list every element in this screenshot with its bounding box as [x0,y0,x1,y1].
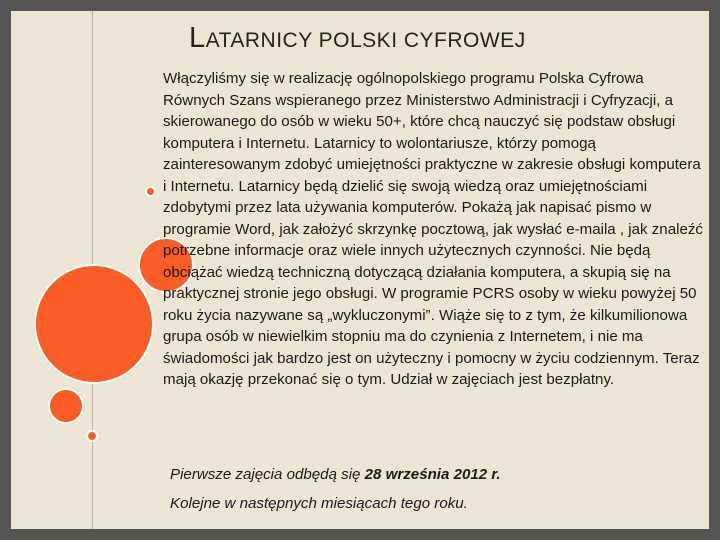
first-session-prefix: Pierwsze zajęcia odbędą się [170,466,365,483]
decorative-circle-large [34,264,154,384]
first-session-date: 28 września 2012 r. [364,466,501,483]
decorative-circle-small [48,388,84,424]
body-paragraph: Włączyliśmy się w realizację ogólnopolskiego programu Polska Cyfrowa Równych Szans wspieranego przez Ministerstwo Administracji i Cyfryzacji, a skierowanego do osób w wieku 50+, które chcą nauczyć się podstaw obsługi komputera i Internetu. Latarnicy to wolontariusze, którzy pomogą zainteresowanym zdobyć umiejętności praktyczne w zakresie obsługi komputera i Internetu. Latarnicy będą dzielić się swoją wiedzą oraz umiejętnościami zdobytymi przez lata używania komputerów. Pokażą jak napisać pismo w programie Word, jak założyć skrzynkę pocztową, jak wysłać e-maila , jak znaleźć potrzebne informacje oraz wiele innych użytecznych czynności. Nie będą obciążać wiedzą techniczną dotyczącą działania komputera, a skupią się na praktycznej stronie jego obsługi. W programie PCRS osoby w wieku powyżej 50 roku życia nazywane są „wykluczonymi”. Wiąże się to z tym, że kilkumilionowa grupa osób w niewielkim stopniu ma do czynienia z Internetem, i nie ma świadomości jak bardzo jest on użyteczny i pomocny w życiu codziennym. Teraz mają okazję przekonać się o tym. Udział w zajęciach jest bezpłatny. [163,70,703,388]
title-first-letter: L [189,22,206,54]
first-session-note [170,466,710,483]
title-rest: ATARNICY POLSKI CYFROWEJ [205,29,526,52]
decorative-dot-bottom [86,430,98,442]
decorative-dot-top [145,186,156,197]
slide-title [189,22,689,55]
next-sessions-note: Kolejne w następnych miesiącach tego roku. [170,495,468,512]
